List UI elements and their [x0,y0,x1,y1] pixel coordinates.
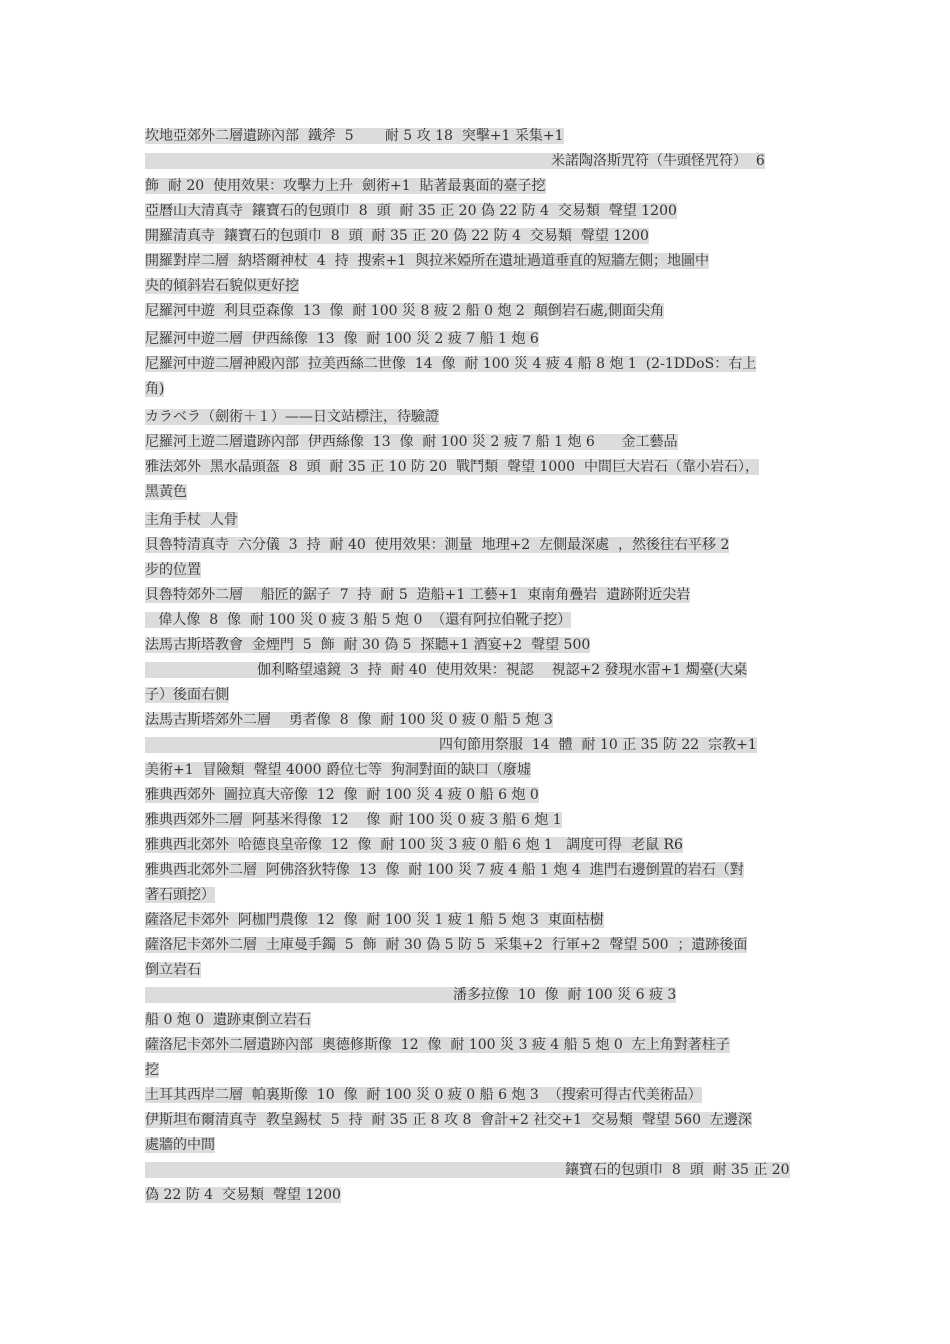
line-indent [145,153,551,169]
text-line [145,124,810,149]
line-text: 薩洛尼卡郊外二層遺跡內部 奧德修斯像 12 像 耐 100 災 3 疲 4 船 5 炮 0 左上角對著柱子 [145,1037,730,1053]
text-line [145,430,810,455]
line-indent [145,1162,565,1178]
line-text: 倒立岩石 [145,962,201,978]
line-text: 偽 22 防 4 交易類 聲望 1200 [145,1187,341,1203]
line-text: 伽利略望遠鏡 3 持 耐 40 使用效果：視認 視認+2 發現水雷+1 燭臺(大桌 [257,662,748,678]
line-text: 貝魯特郊外二層 船匠的鋸子 7 持 耐 5 造船+1 工藝+1 東南角疊岩 遺跡附近尖岩 [145,587,691,603]
text-line [145,149,810,174]
line-text: 尼羅河上遊二層遺跡內部 伊西絲像 13 像 耐 100 災 2 疲 7 船 1 炮 6 金工藝品 [145,434,678,450]
text-line [145,1058,810,1083]
document-body [145,124,810,1208]
text-line [145,405,810,430]
line-text: 飾 耐 20 使用效果：攻擊力上升 劍術+1 貼著最裏面的臺子挖 [145,178,546,194]
text-line [145,883,810,908]
line-text: 坎地亞郊外二層遺跡內部 鐵斧 5 耐 5 攻 18 突擊+1 采集+1 [145,128,564,144]
text-line [145,608,810,633]
text-line [145,908,810,933]
line-text: 挖 [145,1062,159,1078]
text-line [145,733,810,758]
text-line [145,783,810,808]
line-text: 央的傾斜岩石貌似更好挖 [145,278,299,294]
text-line [145,1108,810,1133]
text-line [145,858,810,883]
line-text: 鑲寶石的包頭巾 8 頭 耐 35 正 20 [565,1162,790,1178]
line-text: カラベラ（劍術＋１）——日文站標注，待驗證 [145,409,439,425]
line-text: 子）後面右側 [145,687,229,703]
text-line [145,327,810,352]
line-text: 黑黃色 [145,484,187,500]
line-text: 美術+1 冒險類 聲望 4000 爵位七等 狗洞對面的缺口（廢墟 [145,762,531,778]
text-line [145,758,810,783]
text-line [145,1008,810,1033]
text-line [145,299,810,324]
text-line [145,174,810,199]
line-text: 開羅清真寺 鑲寶石的包頭巾 8 頭 耐 35 正 20 偽 22 防 4 交易類 聲望 1200 [145,228,649,244]
line-text: 潘多拉像 10 像 耐 100 災 6 疲 3 [453,987,677,1003]
line-text: 米諾陶洛斯咒符（牛頭怪咒符） 6 [551,153,765,169]
line-text: 雅典西北郊外二層 阿佛洛狄特像 13 像 耐 100 災 7 疲 4 船 1 炮 4 進門右邊倒置的岩石（對 [145,862,744,878]
line-text: 船 0 炮 0 遺跡東倒立岩石 [145,1012,312,1028]
text-line [145,708,810,733]
text-line [145,377,810,402]
line-text: 法馬古斯塔郊外二層 勇者像 8 像 耐 100 災 0 疲 0 船 5 炮 3 [145,712,553,728]
text-line [145,533,810,558]
text-line [145,808,810,833]
line-indent [145,737,439,753]
line-text: 尼羅河中遊二層 伊西絲像 13 像 耐 100 災 2 疲 7 船 1 炮 6 [145,331,539,347]
text-line [145,352,810,377]
text-line [145,1183,810,1208]
text-line [145,558,810,583]
line-text: 偉人像 8 像 耐 100 災 0 疲 3 船 5 炮 0 （還有阿拉伯靴子挖） [145,612,572,628]
line-text: 處牆的中間 [145,1137,215,1153]
text-line [145,633,810,658]
text-line [145,958,810,983]
text-line [145,683,810,708]
line-text: 雅典西郊外二層 阿基米得像 12 像 耐 100 災 0 疲 3 船 6 炮 1 [145,812,562,828]
line-text: 主角手杖 人骨 [145,512,238,528]
text-line [145,455,810,480]
line-text: 著石頭挖） [145,887,215,903]
text-line [145,1033,810,1058]
line-indent [145,662,257,678]
text-line [145,933,810,958]
text-line [145,199,810,224]
line-text: 步的位置 [145,562,201,578]
line-text: 尼羅河中遊二層神殿內部 拉美西絲二世像 14 像 耐 100 災 4 疲 4 船 8 炮 1 (2-1DDoS：右上 [145,356,757,372]
line-text: 法馬古斯塔教會 金煙門 5 飾 耐 30 偽 5 探聽+1 酒宴+2 聲望 500 [145,637,591,653]
text-line [145,983,810,1008]
line-text: 四旬節用祭服 14 體 耐 10 正 35 防 22 宗教+1 [439,737,757,753]
line-text: 雅法郊外 黑水晶頭盔 8 頭 耐 35 正 10 防 20 戰鬥類 聲望 1000 中間巨大岩石（靠小岩石）， [145,459,759,475]
text-line [145,583,810,608]
line-text: 雅典西郊外 圖拉真大帝像 12 像 耐 100 災 4 疲 0 船 6 炮 0 [145,787,539,803]
text-line [145,274,810,299]
text-line [145,658,810,683]
line-indent [145,987,453,1003]
line-text: 薩洛尼卡郊外二層 土庫曼手鐲 5 飾 耐 30 偽 5 防 5 采集+2 行軍+2 聲望 500 ；遺跡後面 [145,937,748,953]
line-text: 角) [145,381,165,397]
text-line [145,224,810,249]
line-text: 土耳其西岸二層 帕裏斯像 10 像 耐 100 災 0 疲 0 船 6 炮 3 （搜索可得古代美術品） [145,1087,702,1103]
text-line [145,833,810,858]
line-text: 亞曆山大清真寺 鑲寶石的包頭巾 8 頭 耐 35 正 20 偽 22 防 4 交易類 聲望 1200 [145,203,677,219]
line-text: 薩洛尼卡郊外 阿枷門農像 12 像 耐 100 災 1 疲 1 船 5 炮 3 東面枯樹 [145,912,604,928]
text-line [145,1133,810,1158]
line-text: 開羅對岸二層 納塔爾神杖 4 持 搜索+1 與拉米婭所在遺址過道垂直的短牆左側；地圖中 [145,253,710,269]
text-line [145,1158,810,1183]
text-line [145,249,810,274]
line-text: 伊斯坦布爾清真寺 教皇錫杖 5 持 耐 35 正 8 攻 8 會計+2 社交+1 交易類 聲望 560 左邊深 [145,1112,752,1128]
line-text: 尼羅河中遊 利貝亞森像 13 像 耐 100 災 8 疲 2 船 0 炮 2 顛倒岩石處,側面尖角 [145,303,665,319]
text-line [145,1083,810,1108]
line-text: 雅典西北郊外 哈德良皇帝像 12 像 耐 100 災 3 疲 0 船 6 炮 1 調度可得 老鼠 R6 [145,837,683,853]
text-line [145,508,810,533]
text-line [145,480,810,505]
line-text: 貝魯特清真寺 六分儀 3 持 耐 40 使用效果：測量 地理+2 左側最深處 ，然後往右平移 2 [145,537,730,553]
